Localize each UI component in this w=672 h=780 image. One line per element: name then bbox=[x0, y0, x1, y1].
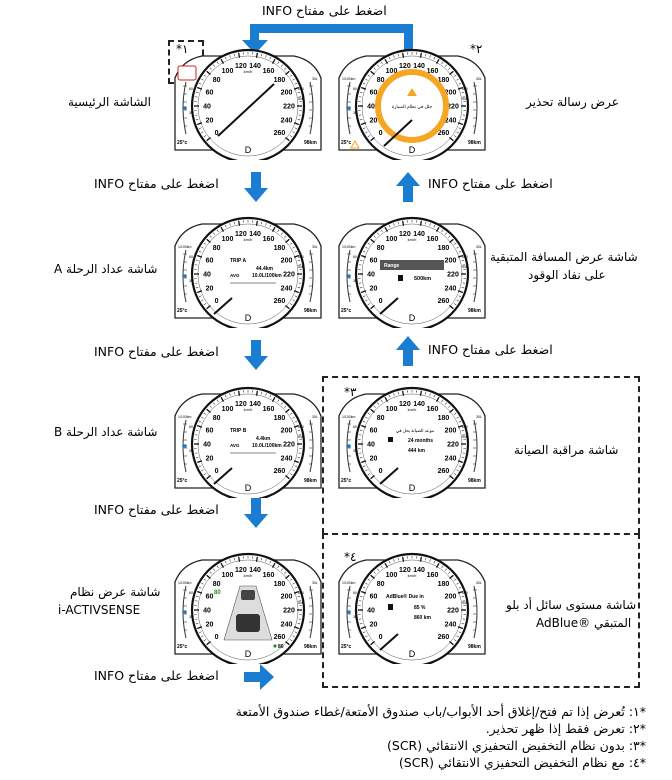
marker-4: *٤ bbox=[344, 550, 357, 564]
gear-indicator: D bbox=[408, 483, 416, 493]
tick-mark bbox=[239, 391, 240, 396]
left-scale-mid: 30 bbox=[189, 111, 193, 115]
marker-1: *١ bbox=[176, 42, 189, 56]
tick-label: 20 bbox=[205, 621, 214, 629]
tick-label: 100 bbox=[385, 571, 398, 579]
right-scale-top: 600 bbox=[298, 591, 304, 595]
tick-label: 240 bbox=[280, 285, 293, 293]
fuel-consumption-unit: 1/100km bbox=[178, 581, 192, 585]
outside-temperature: 25°c bbox=[341, 308, 352, 314]
outside-temperature: 25°c bbox=[177, 308, 188, 314]
left-side-indicator bbox=[183, 610, 187, 614]
left-side-indicator bbox=[183, 274, 187, 278]
tick-label: 160 bbox=[426, 67, 439, 75]
fuel-consumption-unit: 1/100km bbox=[342, 245, 356, 249]
cluster-warning bbox=[336, 38, 488, 160]
tick-label: 200 bbox=[280, 427, 293, 435]
tick-label: 180 bbox=[273, 77, 286, 85]
note-1: *١: تُعرض إذا تم فتح/إغلاق أحد الأبواب/باب صندوق الأمتعة/غطاء صندوق الأمتعة bbox=[235, 704, 646, 719]
cluster-maintenance bbox=[336, 376, 488, 498]
tick-label: 120 bbox=[399, 63, 411, 71]
tick-label: 20 bbox=[205, 285, 214, 293]
note-2: *٢: تعرض فقط إذا ظهر تحذير. bbox=[485, 721, 646, 736]
label-range-2: على نفاد الوقود bbox=[528, 268, 606, 282]
tick-label: 20 bbox=[369, 455, 378, 463]
tick-label: 60 bbox=[205, 593, 214, 601]
tick-label: 80 bbox=[376, 245, 385, 253]
left-scale-mid: 30 bbox=[353, 615, 357, 619]
tick-label: 100 bbox=[221, 571, 234, 579]
gear-indicator: D bbox=[408, 313, 416, 323]
range-title: Range bbox=[384, 263, 400, 269]
right-scale-top: 600 bbox=[462, 591, 468, 595]
tick-label: 220 bbox=[447, 271, 459, 279]
tick-label: 20 bbox=[205, 455, 214, 463]
tick-label: 0 bbox=[378, 467, 383, 475]
left-scale-top: 60 bbox=[353, 591, 357, 595]
tick-label: 0 bbox=[214, 467, 219, 475]
tick-label: 140 bbox=[249, 231, 261, 239]
tick-label: 140 bbox=[413, 231, 425, 239]
trip-label: TRIP B bbox=[230, 428, 247, 434]
tick-label: 20 bbox=[369, 621, 378, 629]
adblue-km: 860 km bbox=[414, 615, 431, 621]
tick-label: 120 bbox=[235, 231, 247, 239]
cluster-svg bbox=[172, 376, 324, 498]
tick-label: 200 bbox=[444, 257, 457, 265]
fuel-capacity: 30L bbox=[312, 415, 318, 419]
cluster-svg bbox=[336, 38, 488, 160]
tick-label: 220 bbox=[447, 607, 459, 615]
gear-indicator: D bbox=[244, 313, 252, 323]
range-odometer: 98km bbox=[304, 478, 317, 484]
tick-label: 260 bbox=[437, 633, 450, 641]
left-side-indicator bbox=[183, 106, 187, 110]
speed-unit: km/h bbox=[243, 573, 253, 578]
tick-label: 20 bbox=[369, 117, 378, 125]
tick-label: 180 bbox=[273, 581, 286, 589]
tick-label: 240 bbox=[444, 285, 457, 293]
tick-label: 100 bbox=[221, 67, 234, 75]
left-scale-top: 60 bbox=[189, 255, 193, 259]
range-odometer: 98km bbox=[468, 644, 481, 650]
tick-label: 180 bbox=[437, 581, 450, 589]
tick-label: 60 bbox=[369, 257, 378, 265]
tick-label: 100 bbox=[385, 405, 398, 413]
up-arrow-1 bbox=[396, 172, 420, 202]
tick-label: 80 bbox=[376, 581, 385, 589]
tick-label: 0 bbox=[214, 297, 219, 305]
tick-label: 260 bbox=[273, 297, 286, 305]
tick-label: 180 bbox=[437, 415, 450, 423]
door-open-icon bbox=[178, 66, 196, 80]
tick-label: 240 bbox=[280, 117, 293, 125]
tick-label: 240 bbox=[280, 455, 293, 463]
marker-3: *٣ bbox=[344, 385, 357, 399]
label-trip-b: شاشة عداد الرحلة B bbox=[54, 425, 158, 439]
cluster-adblue bbox=[336, 542, 488, 664]
tick-label: 200 bbox=[444, 89, 457, 97]
label-activsense-1: شاشة عرض نظام bbox=[70, 585, 161, 599]
outside-temperature: 25°c bbox=[341, 644, 352, 650]
range-odometer: 98km bbox=[468, 308, 481, 314]
tick-label: 80 bbox=[376, 415, 385, 423]
adblue-percent: 85 % bbox=[414, 605, 426, 611]
tick-label: 240 bbox=[444, 117, 457, 125]
tick-label: 180 bbox=[273, 415, 286, 423]
outside-temperature: 25°c bbox=[341, 140, 352, 146]
fuel-consumption-unit: 1/100km bbox=[178, 245, 192, 249]
left-scale-mid: 30 bbox=[189, 279, 193, 283]
fuel-consumption-unit: 1/100km bbox=[178, 415, 192, 419]
tick-label: 220 bbox=[283, 441, 295, 449]
left-scale-top: 60 bbox=[189, 87, 193, 91]
tick-label: 80 bbox=[212, 415, 221, 423]
maintenance-months: 24 months bbox=[408, 438, 434, 444]
tick-mark bbox=[421, 53, 422, 58]
fuel-capacity: 30L bbox=[312, 77, 318, 81]
tick-label: 80 bbox=[376, 77, 385, 85]
tick-label: 240 bbox=[444, 455, 457, 463]
tick-label: 80 bbox=[212, 245, 221, 253]
tick-label: 40 bbox=[367, 103, 375, 111]
trip-distance: 44.4km bbox=[256, 266, 273, 272]
left-scale-mid: 30 bbox=[189, 615, 193, 619]
down-arrow-2 bbox=[244, 340, 268, 370]
tick-mark bbox=[257, 221, 258, 226]
tick-label: 160 bbox=[262, 235, 275, 243]
tick-mark bbox=[239, 53, 240, 58]
label-trip-a: شاشة عداد الرحلة A bbox=[54, 262, 158, 276]
right-scale-top: 600 bbox=[462, 87, 468, 91]
press-info-5: اضغط على مفتاح INFO bbox=[428, 176, 553, 191]
tick-label: 220 bbox=[283, 271, 295, 279]
tick-label: 0 bbox=[378, 633, 383, 641]
right-scale-top: 600 bbox=[462, 425, 468, 429]
tick-label: 260 bbox=[273, 633, 286, 641]
tick-label: 200 bbox=[280, 89, 293, 97]
cluster-svg bbox=[336, 376, 488, 498]
right-scale-mid: 500 bbox=[462, 265, 468, 269]
cluster-activsense bbox=[172, 542, 324, 664]
press-info-2: اضغط على مفتاح INFO bbox=[94, 344, 219, 359]
tick-label: 120 bbox=[235, 401, 247, 409]
tick-label: 20 bbox=[205, 117, 214, 125]
cluster-svg bbox=[336, 542, 488, 664]
right-scale-top: 600 bbox=[298, 87, 304, 91]
speed-unit: km/h bbox=[407, 237, 417, 242]
tick-label: 100 bbox=[221, 235, 234, 243]
right-arrow-out bbox=[244, 664, 274, 690]
tick-label: 120 bbox=[399, 567, 411, 575]
speed-unit: km/h bbox=[243, 237, 253, 242]
tick-label: 40 bbox=[367, 441, 375, 449]
gear-indicator: D bbox=[408, 145, 416, 155]
press-info-1: اضغط على مفتاح INFO bbox=[94, 176, 219, 191]
right-scale-mid: 500 bbox=[462, 601, 468, 605]
fuel-consumption-unit: 1/100km bbox=[342, 77, 356, 81]
right-scale-top: 600 bbox=[298, 425, 304, 429]
label-main: الشاشة الرئيسية bbox=[68, 95, 151, 109]
right-scale-mid: 500 bbox=[462, 97, 468, 101]
tick-label: 160 bbox=[262, 571, 275, 579]
range-odometer: 98km bbox=[304, 644, 317, 650]
tick-label: 260 bbox=[273, 129, 286, 137]
tick-label: 80 bbox=[212, 77, 221, 85]
left-side-indicator bbox=[347, 274, 351, 278]
tick-label: 120 bbox=[399, 231, 411, 239]
adblue-title: AdBlue® Due in bbox=[386, 594, 424, 600]
speed-unit: km/h bbox=[407, 69, 417, 74]
right-scale-top: 600 bbox=[462, 255, 468, 259]
left-scale-top: 60 bbox=[353, 87, 357, 91]
cluster-main bbox=[172, 38, 324, 160]
fuel-capacity: 30L bbox=[312, 245, 318, 249]
tick-label: 140 bbox=[249, 401, 261, 409]
maintenance-title: موعد الصيانة يحل في bbox=[395, 428, 434, 433]
tick-label: 200 bbox=[444, 427, 457, 435]
fuel-capacity: 30L bbox=[476, 245, 482, 249]
tick-label: 140 bbox=[413, 567, 425, 575]
maintenance-km: 444 km bbox=[408, 448, 425, 454]
tick-label: 200 bbox=[280, 593, 293, 601]
tick-label: 40 bbox=[203, 607, 211, 615]
set-speed-bottom: 80 bbox=[278, 644, 284, 650]
left-side-indicator bbox=[183, 444, 187, 448]
tick-label: 40 bbox=[367, 607, 375, 615]
tick-mark bbox=[257, 53, 258, 58]
fuel-capacity: 30L bbox=[476, 415, 482, 419]
tick-label: 160 bbox=[426, 571, 439, 579]
tick-label: 260 bbox=[437, 467, 450, 475]
tick-label: 0 bbox=[214, 129, 219, 137]
tick-mark bbox=[421, 221, 422, 226]
outside-temperature: 25°c bbox=[177, 478, 188, 484]
speed-unit: km/h bbox=[243, 407, 253, 412]
tick-mark bbox=[421, 391, 422, 396]
avg-consumption: 10.0L/100km bbox=[252, 273, 282, 279]
press-info-3: اضغط على مفتاح INFO bbox=[94, 502, 219, 517]
tick-label: 100 bbox=[385, 67, 398, 75]
fuel-pump-icon bbox=[398, 275, 403, 281]
press-info-6: اضغط على مفتاح INFO bbox=[428, 342, 553, 357]
outside-temperature: 25°c bbox=[341, 478, 352, 484]
tick-mark bbox=[239, 221, 240, 226]
left-scale-mid: 30 bbox=[353, 279, 357, 283]
right-scale-mid: 500 bbox=[298, 435, 304, 439]
speed-unit: km/h bbox=[407, 407, 417, 412]
fuel-capacity: 30L bbox=[476, 581, 482, 585]
tick-label: 40 bbox=[203, 103, 211, 111]
avg-consumption: 10.0L/100km bbox=[252, 443, 282, 449]
range-odometer: 98km bbox=[468, 478, 481, 484]
tick-mark bbox=[403, 391, 404, 396]
cluster-svg bbox=[336, 206, 488, 328]
tick-label: 220 bbox=[447, 103, 459, 111]
left-side-indicator bbox=[347, 106, 351, 110]
tick-label: 260 bbox=[437, 129, 450, 137]
tick-mark bbox=[239, 557, 240, 562]
tick-label: 60 bbox=[205, 89, 214, 97]
left-scale-top: 60 bbox=[353, 255, 357, 259]
tick-label: 240 bbox=[444, 621, 457, 629]
tick-label: 60 bbox=[369, 427, 378, 435]
tick-label: 100 bbox=[221, 405, 234, 413]
speed-unit: km/h bbox=[407, 573, 417, 578]
label-activsense-2: i-ACTIVSENSE bbox=[58, 603, 141, 617]
tick-label: 240 bbox=[280, 621, 293, 629]
tick-label: 60 bbox=[205, 257, 214, 265]
trip-distance: 4.4km bbox=[256, 436, 271, 442]
top-press-info: اضغط على مفتاح INFO bbox=[262, 3, 387, 18]
left-scale-mid: 30 bbox=[189, 449, 193, 453]
outside-temperature: 25°c bbox=[177, 644, 188, 650]
tick-label: 260 bbox=[437, 297, 450, 305]
tick-label: 220 bbox=[283, 607, 295, 615]
tick-mark bbox=[257, 557, 258, 562]
right-scale-mid: 500 bbox=[462, 435, 468, 439]
fuel-capacity: 30L bbox=[312, 581, 318, 585]
up-arrow-2 bbox=[396, 336, 420, 366]
label-adblue-1: شاشة مستوى سائل أد بلو bbox=[506, 598, 637, 612]
left-scale-top: 60 bbox=[353, 425, 357, 429]
label-warning: عرض رسالة تحذير bbox=[526, 95, 619, 109]
range-odometer: 98km bbox=[304, 308, 317, 314]
cluster-trip-a bbox=[172, 206, 324, 328]
tick-label: 160 bbox=[426, 235, 439, 243]
label-adblue-2: AdBlue® المتبقي bbox=[536, 616, 632, 630]
down-arrow-3 bbox=[244, 498, 268, 528]
left-scale-mid: 30 bbox=[353, 449, 357, 453]
right-scale-mid: 500 bbox=[298, 97, 304, 101]
tick-label: 60 bbox=[205, 427, 214, 435]
gear-indicator: D bbox=[244, 649, 252, 659]
avg-label: AVG bbox=[230, 443, 240, 448]
tick-label: 160 bbox=[426, 405, 439, 413]
own-vehicle-icon bbox=[236, 614, 260, 632]
left-scale-mid: 30 bbox=[353, 111, 357, 115]
oil-icon bbox=[388, 437, 393, 442]
cluster-svg bbox=[172, 206, 324, 328]
cluster-trip-b bbox=[172, 376, 324, 498]
speed-unit: km/h bbox=[243, 69, 253, 74]
label-range-1: شاشة عرض المسافة المتبقية bbox=[490, 250, 638, 264]
cluster-range bbox=[336, 206, 488, 328]
press-info-4: اضغط على مفتاح INFO bbox=[94, 668, 219, 683]
tick-label: 180 bbox=[437, 245, 450, 253]
gear-indicator: D bbox=[244, 145, 252, 155]
tick-mark bbox=[403, 557, 404, 562]
right-scale-top: 600 bbox=[298, 255, 304, 259]
tick-label: 140 bbox=[249, 567, 261, 575]
tick-label: 0 bbox=[378, 297, 383, 305]
gear-indicator: D bbox=[244, 483, 252, 493]
tick-label: 140 bbox=[413, 401, 425, 409]
tick-label: 60 bbox=[369, 593, 378, 601]
tick-label: 200 bbox=[444, 593, 457, 601]
cluster-svg bbox=[172, 38, 324, 160]
tick-label: 220 bbox=[283, 103, 295, 111]
range-odometer: 98km bbox=[304, 140, 317, 146]
left-scale-top: 60 bbox=[189, 591, 193, 595]
tick-mark bbox=[257, 391, 258, 396]
warning-message: خلل في نظام السيارة bbox=[391, 104, 433, 109]
lead-vehicle-icon bbox=[241, 590, 255, 600]
tick-mark bbox=[421, 557, 422, 562]
trip-label: TRIP A bbox=[230, 258, 247, 264]
tick-label: 120 bbox=[235, 567, 247, 575]
note-4: *٤: مع نظام التخفيض التحفيزي الانتقائي (SCR) bbox=[398, 755, 646, 770]
tick-label: 180 bbox=[437, 77, 450, 85]
tick-label: 40 bbox=[203, 441, 211, 449]
tick-label: 60 bbox=[369, 89, 378, 97]
marker-2: *٢ bbox=[470, 42, 483, 56]
tick-label: 220 bbox=[447, 441, 459, 449]
outside-temperature: 25°c bbox=[177, 140, 188, 146]
tick-label: 20 bbox=[369, 285, 378, 293]
set-speed-top: 80 bbox=[214, 590, 221, 596]
left-side-indicator bbox=[347, 444, 351, 448]
fuel-consumption-unit: 1/100km bbox=[342, 581, 356, 585]
fuel-consumption-unit: 1/100km bbox=[342, 415, 356, 419]
tick-label: 140 bbox=[413, 63, 425, 71]
label-maintenance: شاشة مراقبة الصيانة bbox=[514, 443, 619, 457]
range-odometer: 98km bbox=[468, 140, 481, 146]
tick-mark bbox=[403, 221, 404, 226]
right-scale-mid: 500 bbox=[298, 265, 304, 269]
note-3: *٣: بدون نظام التخفيض التحفيزي الانتقائي (SCR) bbox=[387, 738, 646, 753]
tick-label: 100 bbox=[385, 235, 398, 243]
tick-label: 40 bbox=[367, 271, 375, 279]
tick-label: 160 bbox=[262, 405, 275, 413]
tick-label: 160 bbox=[262, 67, 275, 75]
left-side-indicator bbox=[347, 610, 351, 614]
tick-label: 120 bbox=[399, 401, 411, 409]
range-value: 500km bbox=[414, 276, 432, 282]
loop-arrow-top-bar bbox=[250, 24, 412, 33]
tick-mark bbox=[403, 53, 404, 58]
down-arrow-1 bbox=[244, 172, 268, 202]
cluster-svg bbox=[172, 542, 324, 664]
adblue-tank-icon bbox=[388, 604, 393, 610]
right-scale-mid: 500 bbox=[298, 601, 304, 605]
tick-label: 0 bbox=[214, 633, 219, 641]
tick-label: 0 bbox=[378, 129, 383, 137]
fuel-capacity: 30L bbox=[476, 77, 482, 81]
tick-label: 140 bbox=[249, 63, 261, 71]
acc-indicator bbox=[273, 644, 276, 647]
tick-label: 120 bbox=[235, 63, 247, 71]
gear-indicator: D bbox=[408, 649, 416, 659]
tick-label: 200 bbox=[280, 257, 293, 265]
avg-label: AVG bbox=[230, 273, 240, 278]
tick-label: 180 bbox=[273, 245, 286, 253]
tick-label: 40 bbox=[203, 271, 211, 279]
tick-label: 80 bbox=[212, 581, 221, 589]
left-scale-top: 60 bbox=[189, 425, 193, 429]
tick-label: 260 bbox=[273, 467, 286, 475]
